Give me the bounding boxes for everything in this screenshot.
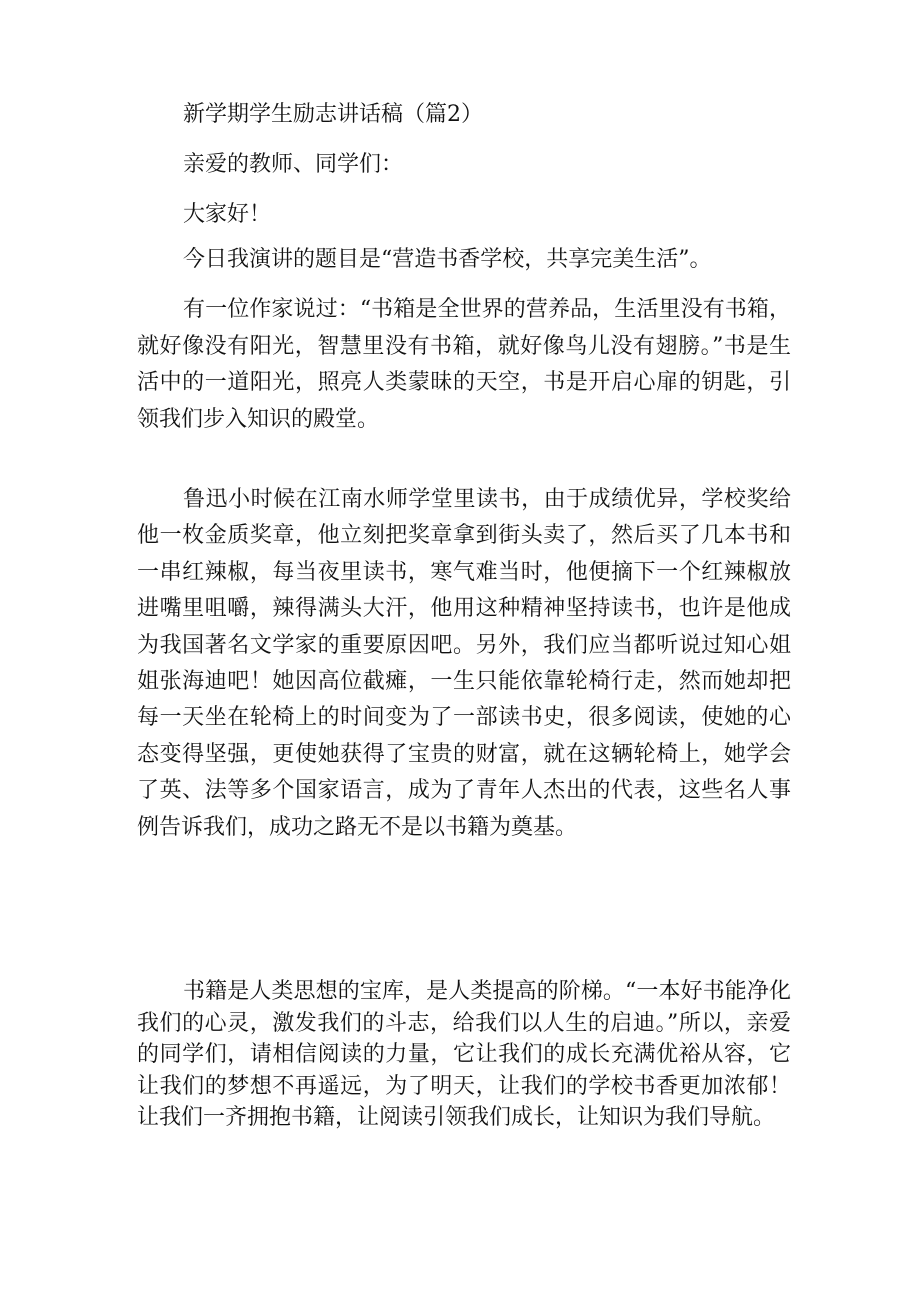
paragraph-examples: 鲁迅小时候在江南水师学堂里读书，由于成绩优异，学校奖给他一枚金质奖章，他立刻把奖章拿到街头卖了，然后买了几本书和一串红辣椒，每当夜里读书，寒气难当时，他便摘下一个红辣椒放进嘴里咀嚼，辣得满头大汗，他用这种精神坚持读书，也许是他成为我国著名文学家的重要原因吧。另外，我们应当都听说过知心姐姐张海迪吧！她因高位截瘫，一生只能依靠轮椅行走，然而她却把每一天坐在轮椅上的时间变为了一部读书史，很多阅读，使她的心态变得坚强，更使她获得了宝贵的财富，就在这辆轮椅上，她学会了英、法等多个国家语言，成为了青年人杰出的代表，这些名人事例告诉我们，成功之路无不是以书籍为奠基。 bbox=[137, 487, 791, 840]
paragraph-conclusion: 书籍是人类思想的宝库，是人类提高的阶梯。“一本好书能净化我们的心灵，激发我们的斗志，给我们以人生的启迪。”所以，亲爱的同学们，请相信阅读的力量，它让我们的成长充满优裕从容，它让我们的梦想不再遥远，为了明天，让我们的学校书香更加浓郁！让我们一齐拥抱书籍，让阅读引领我们成长，让知识为我们导航。 bbox=[137, 979, 791, 1130]
paragraph-quote: 有一位作家说过：“书箱是全世界的营养品，生活里没有书箱，就好像没有阳光，智慧里没有书箱，就好像鸟儿没有翅膀。”书是生活中的一道阳光，照亮人类蒙昧的天空，书是开启心扉的钥匙，引领我们步入知识的殿堂。 bbox=[137, 297, 791, 432]
document-title: 新学期学生励志讲话稿（篇2） bbox=[183, 102, 483, 127]
salutation: 亲爱的教师、同学们： bbox=[183, 152, 404, 177]
greeting: 大家好！ bbox=[183, 202, 272, 227]
topic-line: 今日我演讲的题目是“营造书香学校，共享完美生活”。 bbox=[183, 247, 712, 272]
